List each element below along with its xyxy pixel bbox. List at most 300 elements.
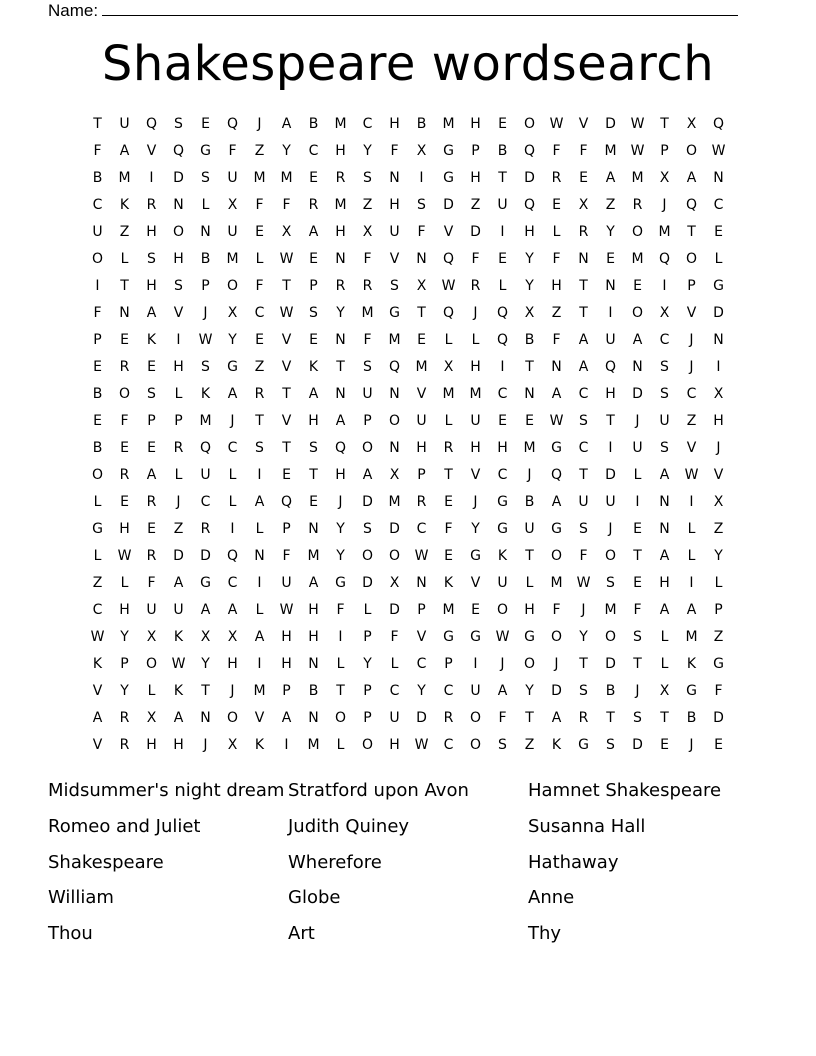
grid-letter: E	[714, 224, 723, 240]
grid-letter: D	[389, 521, 400, 537]
grid-letter: Q	[280, 494, 293, 510]
grid-letter: X	[227, 305, 238, 321]
grid-letter: M	[442, 386, 455, 402]
grid-letter: D	[389, 602, 400, 618]
grid-letter: J	[635, 413, 640, 429]
grid-letter: L	[687, 521, 696, 537]
grid-letter: I	[257, 575, 262, 591]
grid-letter: T	[579, 278, 588, 294]
grid-letter: S	[660, 440, 669, 456]
grid-letter: N	[713, 170, 724, 186]
grid-letter: N	[659, 494, 670, 510]
grid-letter: Y	[120, 683, 129, 699]
grid-letter: T	[120, 278, 129, 294]
grid-letter: P	[120, 656, 129, 672]
grid-letter: L	[390, 656, 399, 672]
grid-letter: C	[362, 116, 373, 132]
grid-letter: W	[279, 602, 294, 618]
grid-letter: T	[606, 710, 615, 726]
grid-row	[84, 219, 732, 246]
grid-letter: Q	[388, 359, 401, 375]
grid-letter: Y	[336, 521, 345, 537]
grid-letter: T	[93, 116, 102, 132]
grid-letter: X	[416, 278, 427, 294]
grid-letter: E	[525, 413, 534, 429]
grid-row	[84, 381, 732, 408]
grid-letter: Q	[604, 359, 617, 375]
grid-letter: A	[659, 467, 670, 483]
grid-letter: W	[90, 629, 105, 645]
grid-letter: T	[282, 440, 291, 456]
grid-letter: U	[632, 440, 643, 456]
grid-letter: E	[444, 494, 453, 510]
grid-letter: I	[419, 170, 424, 186]
grid-letter: W	[171, 656, 186, 672]
letter-grid	[84, 111, 732, 759]
grid-letter: Q	[550, 467, 563, 483]
grid-letter: L	[444, 413, 453, 429]
grid-letter: A	[308, 386, 319, 402]
grid-letter: G	[551, 521, 562, 537]
grid-letter: A	[362, 467, 373, 483]
grid-letter: M	[604, 143, 617, 159]
grid-letter: U	[362, 386, 373, 402]
grid-letter: L	[660, 656, 669, 672]
grid-letter: Y	[525, 278, 534, 294]
grid-letter: Q	[442, 305, 455, 321]
grid-letter: U	[227, 170, 238, 186]
grid-letter: X	[659, 170, 670, 186]
grid-letter: E	[93, 359, 102, 375]
grid-row	[84, 570, 732, 597]
grid-letter: I	[257, 656, 262, 672]
grid-letter: S	[363, 359, 372, 375]
grid-letter: P	[309, 278, 318, 294]
grid-letter: I	[689, 575, 694, 591]
grid-letter: M	[334, 116, 347, 132]
grid-letter: R	[173, 440, 184, 456]
grid-letter: P	[363, 629, 372, 645]
grid-letter: Y	[471, 521, 480, 537]
grid-letter: A	[92, 710, 103, 726]
grid-letter: D	[605, 656, 616, 672]
grid-letter: R	[254, 386, 265, 402]
grid-letter: E	[498, 251, 507, 267]
grid-letter: I	[500, 359, 505, 375]
grid-letter: V	[281, 413, 292, 429]
grid-letter: V	[92, 737, 103, 753]
grid-row	[84, 165, 732, 192]
grid-letter: U	[497, 197, 508, 213]
grid-letter: U	[173, 602, 184, 618]
grid-letter: L	[714, 575, 723, 591]
grid-letter: T	[633, 656, 642, 672]
grid-letter: Q	[442, 251, 455, 267]
grid-row	[84, 597, 732, 624]
grid-letter: N	[335, 332, 346, 348]
grid-letter: L	[525, 575, 534, 591]
grid-letter: V	[443, 224, 454, 240]
grid-row	[84, 192, 732, 219]
grid-letter: O	[685, 251, 698, 267]
grid-letter: L	[363, 602, 372, 618]
grid-letter: L	[93, 548, 102, 564]
grid-letter: V	[686, 305, 697, 321]
grid-letter: I	[338, 629, 343, 645]
grid-letter: W	[549, 413, 564, 429]
grid-letter: N	[200, 224, 211, 240]
grid-letter: E	[471, 602, 480, 618]
grid-letter: N	[659, 521, 670, 537]
grid-letter: H	[551, 278, 562, 294]
grid-letter: M	[253, 170, 266, 186]
grid-letter: J	[176, 494, 181, 510]
grid-letter: J	[338, 494, 343, 510]
word-list-item: Thy	[528, 923, 562, 944]
grid-letter: X	[362, 224, 373, 240]
grid-letter: E	[552, 197, 561, 213]
grid-letter: V	[389, 251, 400, 267]
grid-letter: T	[282, 278, 291, 294]
grid-letter: I	[608, 440, 613, 456]
grid-letter: P	[174, 413, 183, 429]
grid-letter: X	[416, 143, 427, 159]
grid-letter: E	[660, 737, 669, 753]
grid-letter: M	[118, 170, 131, 186]
grid-letter: D	[470, 224, 481, 240]
grid-letter: H	[659, 575, 670, 591]
grid-letter: W	[414, 548, 429, 564]
grid-letter: C	[227, 575, 238, 591]
grid-letter: B	[497, 143, 508, 159]
grid-letter: A	[335, 413, 346, 429]
grid-letter: J	[635, 683, 640, 699]
grid-letter: M	[604, 602, 617, 618]
grid-letter: Y	[282, 143, 291, 159]
grid-letter: E	[120, 332, 129, 348]
grid-letter: A	[254, 494, 265, 510]
grid-letter: H	[308, 629, 319, 645]
grid-letter: S	[579, 413, 588, 429]
grid-letter: O	[631, 224, 644, 240]
grid-letter: A	[119, 143, 130, 159]
grid-letter: M	[388, 332, 401, 348]
grid-letter: X	[713, 494, 724, 510]
grid-letter: J	[203, 305, 208, 321]
grid-letter: J	[608, 521, 613, 537]
grid-letter: R	[335, 278, 346, 294]
grid-letter: O	[388, 548, 401, 564]
grid-letter: U	[605, 332, 616, 348]
grid-letter: P	[444, 656, 453, 672]
grid-letter: C	[659, 332, 670, 348]
grid-letter: F	[633, 602, 642, 618]
grid-letter: X	[227, 737, 238, 753]
grid-letter: C	[92, 197, 103, 213]
grid-letter: N	[551, 359, 562, 375]
grid-letter: S	[147, 386, 156, 402]
grid-letter: V	[416, 386, 427, 402]
grid-letter: H	[524, 602, 535, 618]
grid-letter: F	[471, 251, 480, 267]
grid-letter: L	[120, 251, 129, 267]
grid-row	[84, 543, 732, 570]
grid-letter: B	[200, 251, 211, 267]
grid-letter: K	[497, 548, 508, 564]
grid-letter: R	[443, 440, 454, 456]
grid-letter: Y	[417, 683, 426, 699]
grid-letter: E	[309, 332, 318, 348]
grid-letter: X	[281, 224, 292, 240]
grid-letter: C	[578, 386, 589, 402]
grid-letter: F	[120, 413, 129, 429]
grid-letter: T	[525, 359, 534, 375]
grid-letter: F	[579, 548, 588, 564]
grid-letter: U	[146, 602, 157, 618]
grid-letter: L	[147, 683, 156, 699]
grid-letter: M	[631, 170, 644, 186]
grid-letter: T	[606, 413, 615, 429]
grid-letter: H	[227, 656, 238, 672]
grid-letter: M	[280, 170, 293, 186]
grid-letter: W	[117, 548, 132, 564]
grid-letter: R	[119, 737, 130, 753]
grid-letter: O	[523, 656, 536, 672]
grid-letter: G	[686, 683, 697, 699]
grid-letter: R	[119, 710, 130, 726]
grid-letter: Q	[685, 197, 698, 213]
grid-row	[84, 489, 732, 516]
grid-letter: A	[281, 710, 292, 726]
grid-letter: W	[279, 251, 294, 267]
grid-letter: S	[309, 440, 318, 456]
grid-letter: A	[578, 332, 589, 348]
grid-letter: E	[147, 359, 156, 375]
grid-letter: U	[227, 224, 238, 240]
grid-row	[84, 732, 732, 759]
grid-letter: T	[579, 305, 588, 321]
grid-letter: D	[200, 548, 211, 564]
grid-letter: F	[363, 332, 372, 348]
grid-letter: G	[443, 143, 454, 159]
grid-letter: J	[257, 116, 262, 132]
grid-row	[84, 300, 732, 327]
word-list-item: Shakespeare	[48, 851, 164, 873]
grid-letter: X	[389, 575, 400, 591]
grid-letter: T	[525, 548, 534, 564]
grid-letter: Y	[363, 656, 372, 672]
grid-letter: H	[470, 170, 481, 186]
grid-letter: I	[500, 224, 505, 240]
grid-letter: H	[173, 251, 184, 267]
grid-letter: F	[714, 683, 723, 699]
grid-letter: V	[686, 440, 697, 456]
grid-letter: T	[687, 224, 696, 240]
word-list-item: Susanna Hall	[528, 815, 646, 837]
grid-letter: C	[443, 683, 454, 699]
grid-letter: Y	[579, 629, 588, 645]
grid-letter: O	[361, 737, 374, 753]
grid-letter: A	[173, 575, 184, 591]
grid-letter: L	[498, 278, 507, 294]
grid-letter: T	[309, 467, 318, 483]
grid-letter: Q	[712, 116, 725, 132]
grid-letter: F	[282, 197, 291, 213]
grid-letter: M	[361, 305, 374, 321]
grid-letter: H	[470, 359, 481, 375]
grid-letter: L	[201, 197, 210, 213]
grid-letter: F	[93, 143, 102, 159]
grid-letter: L	[120, 575, 129, 591]
grid-letter: D	[713, 710, 724, 726]
grid-letter: Q	[496, 305, 509, 321]
grid-letter: T	[417, 305, 426, 321]
grid-letter: S	[633, 710, 642, 726]
grid-letter: G	[578, 737, 589, 753]
grid-letter: S	[309, 305, 318, 321]
grid-letter: C	[497, 386, 508, 402]
word-list-item: Wherefore	[288, 851, 382, 873]
grid-letter: P	[471, 143, 480, 159]
grid-letter: Z	[713, 521, 724, 537]
grid-letter: Z	[254, 359, 265, 375]
grid-letter: M	[199, 413, 212, 429]
grid-letter: H	[335, 143, 346, 159]
grid-letter: T	[579, 656, 588, 672]
grid-letter: O	[604, 629, 617, 645]
grid-letter: O	[172, 224, 185, 240]
grid-letter: G	[200, 575, 211, 591]
grid-letter: Q	[226, 116, 239, 132]
word-list-item: Hamnet Shakespeare	[528, 780, 722, 801]
grid-letter: E	[606, 251, 615, 267]
grid-letter: P	[363, 413, 372, 429]
grid-letter: H	[389, 116, 400, 132]
grid-letter: X	[389, 467, 400, 483]
grid-letter: E	[417, 332, 426, 348]
grid-row	[84, 651, 732, 678]
grid-letter: V	[713, 467, 724, 483]
grid-row	[84, 354, 732, 381]
grid-letter: S	[660, 386, 669, 402]
grid-letter: A	[308, 224, 319, 240]
grid-letter: D	[362, 575, 373, 591]
grid-letter: Z	[713, 629, 724, 645]
grid-letter: X	[524, 305, 535, 321]
grid-row	[84, 273, 732, 300]
grid-letter: H	[146, 278, 157, 294]
grid-letter: N	[308, 656, 319, 672]
name-field	[48, 0, 738, 21]
grid-letter: M	[658, 224, 671, 240]
grid-letter: S	[201, 170, 210, 186]
grid-letter: U	[605, 494, 616, 510]
grid-letter: F	[255, 278, 264, 294]
grid-letter: Q	[496, 332, 509, 348]
grid-letter: N	[524, 386, 535, 402]
grid-letter: E	[309, 170, 318, 186]
grid-letter: I	[716, 359, 721, 375]
grid-letter: C	[308, 143, 319, 159]
grid-letter: H	[470, 116, 481, 132]
grid-letter: F	[363, 251, 372, 267]
grid-letter: A	[605, 170, 616, 186]
grid-letter: K	[551, 737, 562, 753]
word-list-item: Globe	[288, 887, 341, 909]
grid-letter: P	[93, 332, 102, 348]
grid-letter: G	[713, 656, 724, 672]
grid-letter: O	[469, 710, 482, 726]
grid-letter: B	[686, 710, 697, 726]
grid-letter: J	[500, 656, 505, 672]
grid-letter: E	[498, 116, 507, 132]
grid-letter: O	[523, 116, 536, 132]
grid-letter: W	[495, 629, 510, 645]
grid-letter: C	[686, 386, 697, 402]
grid-row	[84, 624, 732, 651]
grid-letter: T	[282, 386, 291, 402]
grid-letter: E	[255, 332, 264, 348]
grid-letter: R	[362, 278, 373, 294]
grid-letter: T	[255, 413, 264, 429]
grid-letter: H	[335, 467, 346, 483]
grid-letter: Q	[523, 197, 536, 213]
grid-letter: S	[606, 575, 615, 591]
page-title: Shakespeare wordsearch	[101, 36, 715, 92]
grid-letter: J	[527, 467, 532, 483]
grid-letter: P	[201, 278, 210, 294]
grid-letter: E	[255, 224, 264, 240]
grid-letter: B	[605, 683, 616, 699]
grid-letter: V	[173, 305, 184, 321]
grid-letter: J	[230, 413, 235, 429]
grid-letter: M	[415, 359, 428, 375]
grid-letter: L	[714, 251, 723, 267]
grid-letter: A	[551, 386, 562, 402]
grid-letter: R	[416, 494, 427, 510]
grid-letter: M	[550, 575, 563, 591]
grid-letter: F	[282, 548, 291, 564]
grid-letter: F	[93, 305, 102, 321]
grid-letter: J	[230, 683, 235, 699]
grid-letter: Z	[686, 413, 697, 429]
grid-letter: C	[443, 737, 454, 753]
grid-letter: U	[416, 413, 427, 429]
grid-letter: V	[416, 629, 427, 645]
grid-letter: P	[282, 683, 291, 699]
grid-letter: M	[523, 440, 536, 456]
grid-letter: P	[687, 278, 696, 294]
grid-letter: P	[714, 602, 723, 618]
grid-row	[84, 111, 732, 138]
grid-letter: T	[579, 467, 588, 483]
grid-letter: Z	[551, 305, 562, 321]
grid-letter: Z	[119, 224, 130, 240]
grid-letter: E	[309, 494, 318, 510]
grid-letter: M	[442, 602, 455, 618]
grid-letter: P	[147, 413, 156, 429]
grid-letter: N	[713, 332, 724, 348]
grid-letter: W	[630, 116, 645, 132]
grid-letter: I	[176, 332, 181, 348]
grid-letter: Q	[523, 143, 536, 159]
grid-letter: N	[416, 575, 427, 591]
grid-letter: J	[689, 332, 694, 348]
grid-letter: K	[200, 386, 211, 402]
grid-letter: H	[308, 602, 319, 618]
grid-letter: J	[581, 602, 586, 618]
grid-letter: A	[686, 170, 697, 186]
